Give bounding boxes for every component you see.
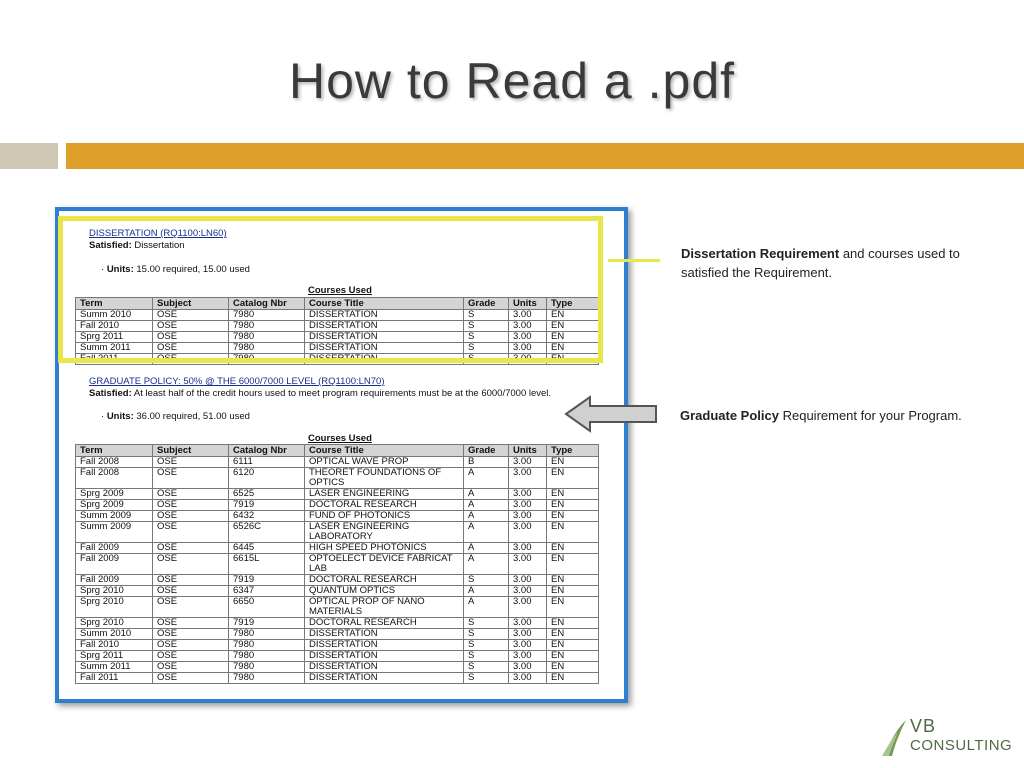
table-cell: EN [547,343,599,354]
table-cell: Fall 2009 [76,554,153,575]
table-cell: DISSERTATION [305,310,464,321]
logo-text-vb: VB [910,716,937,736]
table-cell: 3.00 [509,489,547,500]
table-cell: QUANTUM OPTICS [305,586,464,597]
logo-text-consulting: CONSULTING [910,737,1013,754]
table-cell: OPTICAL WAVE PROP [305,457,464,468]
dissertation-callout [681,244,1001,282]
table-cell: Fall 2008 [76,468,153,489]
units-bullet: · [101,264,107,275]
table-cell: A [464,522,509,543]
units-text: 36.00 required, 51.00 used [133,411,250,422]
table-row [76,332,599,343]
table-cell: 3.00 [509,554,547,575]
table-header-row [76,445,599,457]
table-cell: EN [547,597,599,618]
table-cell: DISSERTATION [305,662,464,673]
dissertation-units-line [101,264,250,275]
highlight-connector-line [608,259,660,262]
graduate-policy-callout [680,406,1010,425]
table-cell: OSE [153,673,229,684]
graduate-policy-satisfied-line [89,388,551,399]
table-cell: S [464,618,509,629]
table-cell: EN [547,586,599,597]
table-cell: OSE [153,651,229,662]
slide-title: How to Read a .pdf [288,53,736,109]
table-cell: 3.00 [509,586,547,597]
table-cell: Sprg 2011 [76,332,153,343]
table-cell: 3.00 [509,651,547,662]
column-header: Catalog Nbr [229,298,305,310]
table-cell: DISSERTATION [305,343,464,354]
table-cell: S [464,640,509,651]
table-cell: 3.00 [509,354,547,365]
table-row [76,673,599,684]
table-cell: Fall 2008 [76,457,153,468]
table-cell: Sprg 2011 [76,651,153,662]
table-cell: 6111 [229,457,305,468]
table-cell: 7919 [229,618,305,629]
dissertation-courses-table [75,297,599,365]
table-cell: Summ 2010 [76,629,153,640]
column-header: Course Title [305,445,464,457]
table-cell: 3.00 [509,332,547,343]
table-cell: A [464,511,509,522]
table-row [76,586,599,597]
satisfied-text: Dissertation [131,240,185,251]
table-row [76,468,599,489]
table-cell: OSE [153,640,229,651]
table-row [76,500,599,511]
satisfied-label: Satisfied: [89,388,132,399]
table-cell: LASER ENGINEERING LABORATORY [305,522,464,543]
table-row [76,310,599,321]
table-cell: Sprg 2009 [76,489,153,500]
table-cell: 7980 [229,343,305,354]
column-header: Units [509,445,547,457]
table-row [76,575,599,586]
table-cell: DOCTORAL RESEARCH [305,618,464,629]
table-cell: DOCTORAL RESEARCH [305,500,464,511]
callout-text: and courses used to satisfied the Requirement. [681,246,960,280]
table-cell: 3.00 [509,522,547,543]
table-row [76,651,599,662]
table-cell: 7980 [229,673,305,684]
table-cell: DISSERTATION [305,321,464,332]
table-cell: 3.00 [509,321,547,332]
table-cell: 3.00 [509,618,547,629]
table-cell: 6120 [229,468,305,489]
table-cell: OSE [153,489,229,500]
table-cell: 3.00 [509,662,547,673]
courses-used-heading: Courses Used [308,433,372,444]
column-header: Term [76,298,153,310]
table-cell: EN [547,543,599,554]
column-header: Subject [153,298,229,310]
table-cell: Fall 2009 [76,543,153,554]
table-cell: OSE [153,511,229,522]
table-cell: OPTICAL PROP OF NANO MATERIALS [305,597,464,618]
table-cell: OSE [153,343,229,354]
table-cell: A [464,586,509,597]
table-cell: 3.00 [509,673,547,684]
dissertation-satisfied-line [89,240,185,251]
table-row [76,662,599,673]
table-cell: 3.00 [509,640,547,651]
column-header: Type [547,445,599,457]
column-header: Term [76,445,153,457]
column-header: Catalog Nbr [229,445,305,457]
table-cell: S [464,343,509,354]
table-cell: EN [547,321,599,332]
table-row [76,640,599,651]
table-cell: EN [547,457,599,468]
table-cell: OSE [153,543,229,554]
table-cell: OSE [153,354,229,365]
table-cell: 3.00 [509,543,547,554]
table-row [76,543,599,554]
units-bullet: · [101,411,107,422]
graduate-policy-courses-table [75,444,599,684]
table-cell: OSE [153,554,229,575]
table-cell: 3.00 [509,468,547,489]
table-cell: A [464,500,509,511]
table-cell: FUND OF PHOTONICS [305,511,464,522]
table-cell: 7980 [229,310,305,321]
table-cell: 7980 [229,354,305,365]
table-cell: EN [547,554,599,575]
accent-bar-left [0,143,58,169]
table-cell: OPTOELECT DEVICE FABRICAT LAB [305,554,464,575]
satisfied-label: Satisfied: [89,240,132,251]
table-cell: 3.00 [509,457,547,468]
table-cell: S [464,332,509,343]
table-cell: OSE [153,597,229,618]
table-header-row [76,298,599,310]
table-cell: OSE [153,500,229,511]
table-cell: OSE [153,575,229,586]
table-cell: LASER ENGINEERING [305,489,464,500]
table-cell: 6526C [229,522,305,543]
table-cell: 7919 [229,575,305,586]
table-cell: 7980 [229,640,305,651]
accent-bar-right [66,143,1024,169]
table-cell: 6525 [229,489,305,500]
table-cell: 3.00 [509,597,547,618]
units-label: Units: [106,411,134,422]
table-cell: EN [547,354,599,365]
table-cell: 7980 [229,662,305,673]
table-cell: A [464,543,509,554]
satisfied-text: At least half of the credit hours used to meet program requirements must be at the 6000/7000 level. [131,388,552,399]
table-cell: Sprg 2009 [76,500,153,511]
table-cell: EN [547,332,599,343]
callout-bold: Graduate Policy [680,408,779,423]
table-cell: S [464,629,509,640]
table-cell: A [464,468,509,489]
table-cell: 3.00 [509,629,547,640]
table-cell: S [464,673,509,684]
table-cell: DOCTORAL RESEARCH [305,575,464,586]
table-cell: S [464,662,509,673]
table-cell: OSE [153,332,229,343]
table-cell: DISSERTATION [305,629,464,640]
table-row [76,597,599,618]
table-cell: Fall 2011 [76,354,153,365]
table-cell: Sprg 2010 [76,597,153,618]
table-cell: 6432 [229,511,305,522]
table-cell: Fall 2009 [76,575,153,586]
pdf-document [59,211,624,699]
table-cell: Summ 2009 [76,522,153,543]
table-cell: Summ 2011 [76,343,153,354]
table-cell: EN [547,511,599,522]
table-cell: EN [547,640,599,651]
table-cell: S [464,354,509,365]
table-cell: EN [547,468,599,489]
table-cell: EN [547,673,599,684]
table-cell: S [464,310,509,321]
table-cell: Fall 2010 [76,321,153,332]
leaf-swoosh-icon [880,716,910,760]
column-header: Units [509,298,547,310]
table-cell: EN [547,522,599,543]
pdf-screenshot-frame [55,207,628,703]
table-cell: EN [547,651,599,662]
table-row [76,511,599,522]
callout-text: Requirement for your Program. [778,408,962,423]
column-header: Subject [153,445,229,457]
table-cell: EN [547,629,599,640]
table-cell: Summ 2011 [76,662,153,673]
table-row [76,618,599,629]
table-cell: Fall 2010 [76,640,153,651]
table-row [76,354,599,365]
table-cell: OSE [153,457,229,468]
table-cell: 7980 [229,651,305,662]
table-cell: 6445 [229,543,305,554]
table-cell: Summ 2009 [76,511,153,522]
vb-consulting-logo [880,716,1020,760]
table-cell: 7980 [229,629,305,640]
table-row [76,629,599,640]
table-cell: 6650 [229,597,305,618]
table-cell: EN [547,489,599,500]
table-cell: Sprg 2010 [76,618,153,629]
table-cell: OSE [153,662,229,673]
table-cell: OSE [153,586,229,597]
table-cell: A [464,489,509,500]
table-cell: S [464,651,509,662]
column-header: Grade [464,445,509,457]
table-cell: EN [547,662,599,673]
courses-used-heading: Courses Used [308,285,372,296]
table-cell: EN [547,310,599,321]
table-cell: DISSERTATION [305,640,464,651]
table-cell: OSE [153,522,229,543]
graduate-policy-units-line [101,411,250,422]
table-cell: DISSERTATION [305,651,464,662]
table-cell: 3.00 [509,575,547,586]
table-cell: B [464,457,509,468]
table-cell: Summ 2010 [76,310,153,321]
dissertation-section-title: DISSERTATION (RQ1100:LN60) [89,228,227,239]
column-header: Grade [464,298,509,310]
table-cell: Sprg 2010 [76,586,153,597]
table-row [76,489,599,500]
table-cell: 6615L [229,554,305,575]
table-cell: EN [547,575,599,586]
table-cell: OSE [153,321,229,332]
table-cell: EN [547,618,599,629]
table-row [76,321,599,332]
table-cell: 3.00 [509,500,547,511]
column-header: Type [547,298,599,310]
table-cell: HIGH SPEED PHOTONICS [305,543,464,554]
table-cell: 3.00 [509,511,547,522]
table-cell: A [464,554,509,575]
table-cell: THEORET FOUNDATIONS OF OPTICS [305,468,464,489]
table-cell: OSE [153,618,229,629]
units-text: 15.00 required, 15.00 used [133,264,250,275]
table-cell: DISSERTATION [305,354,464,365]
table-cell: 3.00 [509,310,547,321]
column-header: Course Title [305,298,464,310]
table-cell: OSE [153,629,229,640]
table-row [76,343,599,354]
table-row [76,457,599,468]
table-cell: S [464,575,509,586]
units-label: Units: [106,264,134,275]
table-row [76,522,599,543]
table-cell: Fall 2011 [76,673,153,684]
table-cell: 7980 [229,332,305,343]
table-cell: 7980 [229,321,305,332]
table-cell: DISSERTATION [305,673,464,684]
table-cell: OSE [153,310,229,321]
table-cell: 7919 [229,500,305,511]
table-cell: 3.00 [509,343,547,354]
table-cell: A [464,597,509,618]
table-cell: S [464,321,509,332]
table-row [76,554,599,575]
table-cell: 6347 [229,586,305,597]
table-cell: DISSERTATION [305,332,464,343]
table-cell: OSE [153,468,229,489]
left-arrow-icon [564,394,660,434]
graduate-policy-section-title: GRADUATE POLICY: 50% @ THE 6000/7000 LEVEL (RQ1100:LN70) [89,376,385,387]
table-cell: EN [547,500,599,511]
callout-bold: Dissertation Requirement [681,246,840,261]
